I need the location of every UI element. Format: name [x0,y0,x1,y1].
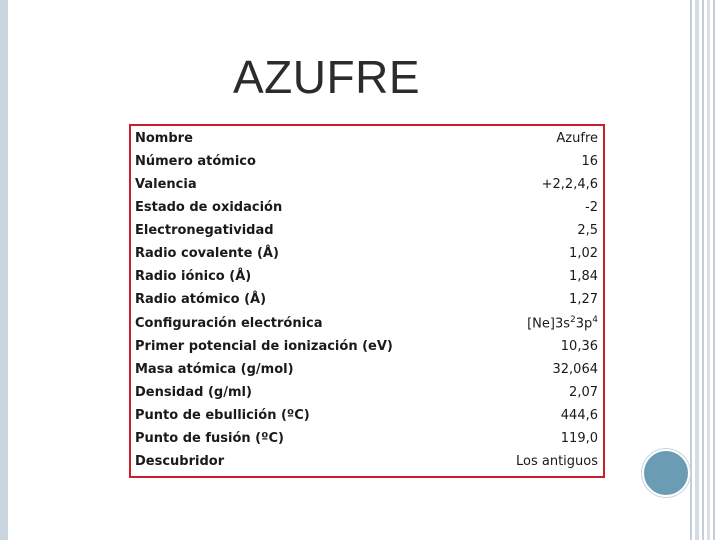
property-label: Número atómico [135,154,256,169]
table-row [131,127,603,150]
property-value: 1,84 [569,269,598,284]
property-label: Punto de fusión (ºC) [135,431,284,446]
element-properties-table [129,124,605,478]
config-superscript: 2 [570,314,576,325]
property-value: 444,6 [560,408,598,423]
config-superscript: 4 [592,314,598,325]
decorative-circle [642,449,690,497]
property-label: Densidad (g/ml) [135,385,252,400]
right-decorative-line [702,0,704,540]
electron-configuration-value [527,315,598,331]
property-value: 10,36 [560,339,598,354]
table-row [131,288,603,311]
property-value: 16 [581,154,598,169]
property-label: Configuración electrónica [135,315,323,331]
property-value: -2 [585,200,598,215]
property-value: Los antiguos [515,454,598,469]
config-base: [Ne]3s [527,316,570,332]
slide-title: AZUFRE [233,51,420,103]
property-value: Azufre [556,131,598,146]
table-row [131,335,603,358]
table-row [131,196,603,219]
table-row [131,150,603,173]
table-row [131,242,603,265]
property-label: Radio covalente (Å) [135,246,279,261]
table-row [131,381,603,404]
table-row [131,219,603,242]
table-row [131,311,603,335]
property-value: 2,5 [577,223,598,238]
right-decorative-line [707,0,710,540]
property-label: Valencia [135,177,197,192]
property-label: Descubridor [135,454,225,469]
right-decorative-line [690,0,692,540]
table-row [131,404,603,427]
property-value: 1,27 [569,292,598,307]
right-decorative-line [713,0,715,540]
property-label: Radio atómico (Å) [135,292,267,307]
property-value: 1,02 [569,246,598,261]
right-decorative-line [695,0,699,540]
table-row [131,450,603,473]
property-label: Estado de oxidación [135,200,283,215]
property-label: Electronegatividad [135,223,274,238]
table-row [131,358,603,381]
left-decorative-bar [0,0,8,540]
property-label: Punto de ebullición (ºC) [135,408,310,423]
table-row [131,173,603,196]
property-value: 2,07 [569,385,598,400]
config-orbital: 3p [575,316,593,332]
property-label: Masa atómica (g/mol) [135,362,294,377]
table-row [131,427,603,450]
property-value: 119,0 [560,431,598,446]
property-label: Radio iónico (Å) [135,269,252,284]
property-value: 32,064 [552,362,598,377]
table-row [131,265,603,288]
property-label: Nombre [135,131,193,146]
property-label: Primer potencial de ionización (eV) [135,339,393,354]
property-value: +2,2,4,6 [541,177,598,192]
